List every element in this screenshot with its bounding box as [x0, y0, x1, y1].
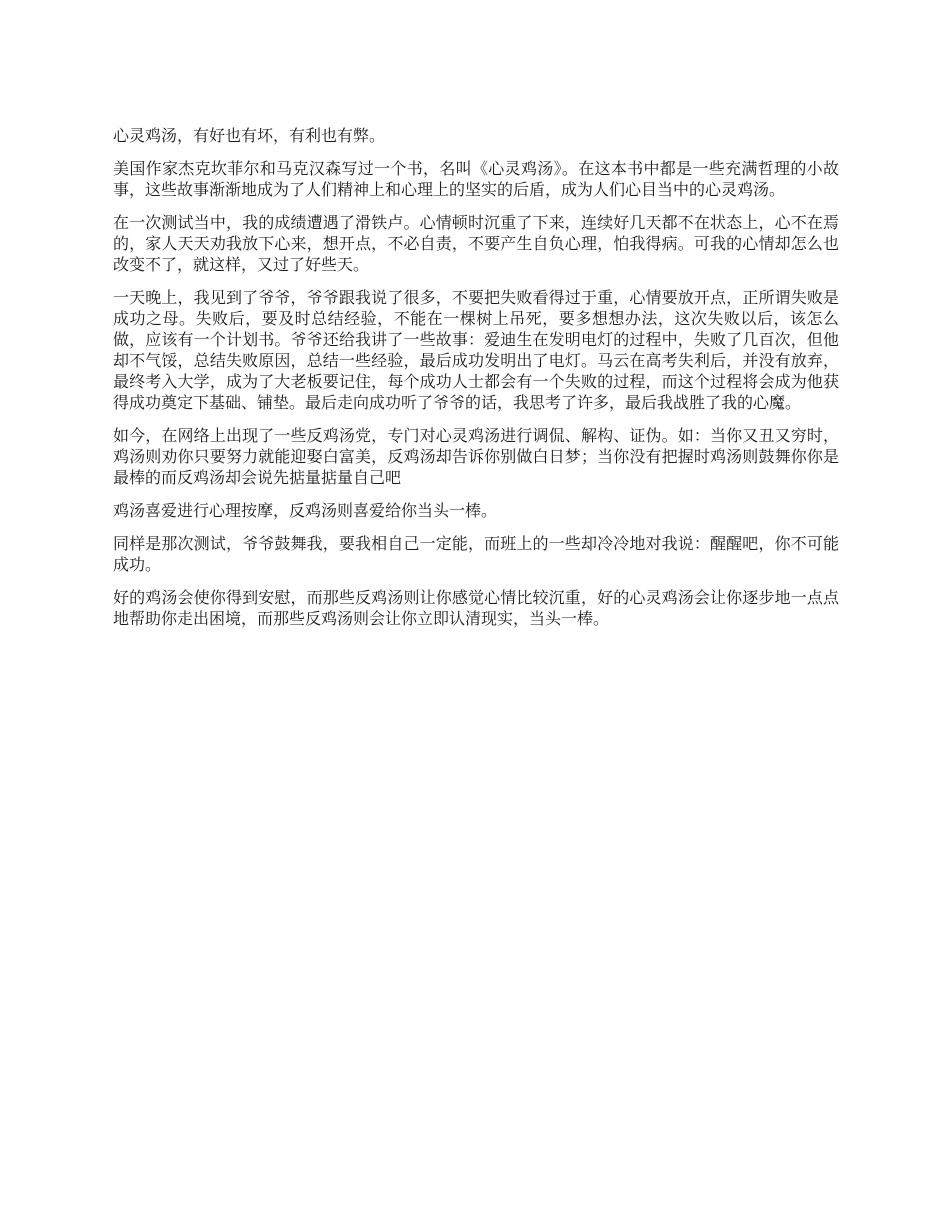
paragraph-2: 美国作家杰克坎菲尔和马克汉森写过一个书，名叫《心灵鸡汤》。在这本书中都是一些充满哲理的小故事，这些故事渐渐地成为了人们精神上和心理上的坚实的后盾，成为人们心目当中的心灵鸡汤。 [113, 159, 839, 199]
paragraph-5: 如今，在网络上出现了一些反鸡汤党，专门对心灵鸡汤进行调侃、解构、证伪。如：当你又丑又穷时，鸡汤则劝你只要努力就能迎娶白富美，反鸡汤却告诉你别做白日梦；当你没有把握时鸡汤则鼓舞你你是最棒的而反鸡汤却会说先掂量掂量自己吧 [113, 426, 839, 487]
paragraph-1: 心灵鸡汤，有好也有坏，有利也有弊。 [113, 126, 386, 145]
document-body [113, 125, 839, 641]
paragraph-6: 鸡汤喜爱进行心理按摩，反鸡汤则喜爱给你当头一棒。 [113, 501, 498, 520]
paragraph-7: 同样是那次测试，爷爷鼓舞我，要我相自己一定能，而班上的一些却冷冷地对我说：醒醒吧，你不可能成功。 [113, 534, 839, 574]
paragraph-4: 一天晚上，我见到了爷爷，爷爷跟我说了很多，不要把失败看得过于重，心情要放开点，正所谓失败是成功之母。失败后，要及时总结经验，不能在一棵树上吊死，要多想想办法，这次失败以后，该怎么做，应该有一个计划书。爷爷还给我讲了一些故事：爱迪生在发明电灯的过程中，失败了几百次，但他却不气馁，总结失败原因，总结一些经验，最后成功发明出了电灯。马云在高考失利后，并没有放弃，最终考入大学，成为了大老板要记住，每个成功人士都会有一个失败的过程，而这个过程将会成为他获得成功奠定下基础、铺垫。最后走向成功听了爷爷的话，我思考了许多，最后我战胜了我的心魔。 [113, 288, 839, 412]
paragraph-8: 好的鸡汤会使你得到安慰，而那些反鸡汤则让你感觉心情比较沉重，好的心灵鸡汤会让你逐步地一点点地帮助你走出困境，而那些反鸡汤则会让你立即认清现实，当头一棒。 [113, 588, 839, 628]
paragraph-3: 在一次测试当中，我的成绩遭遇了滑铁卢。心情顿时沉重了下来，连续好几天都不在状态上，心不在焉的，家人天天劝我放下心来，想开点，不必自责，不要产生自负心理，怕我得病。可我的心情却怎么也改变不了，就这样，又过了好些天。 [113, 213, 839, 274]
